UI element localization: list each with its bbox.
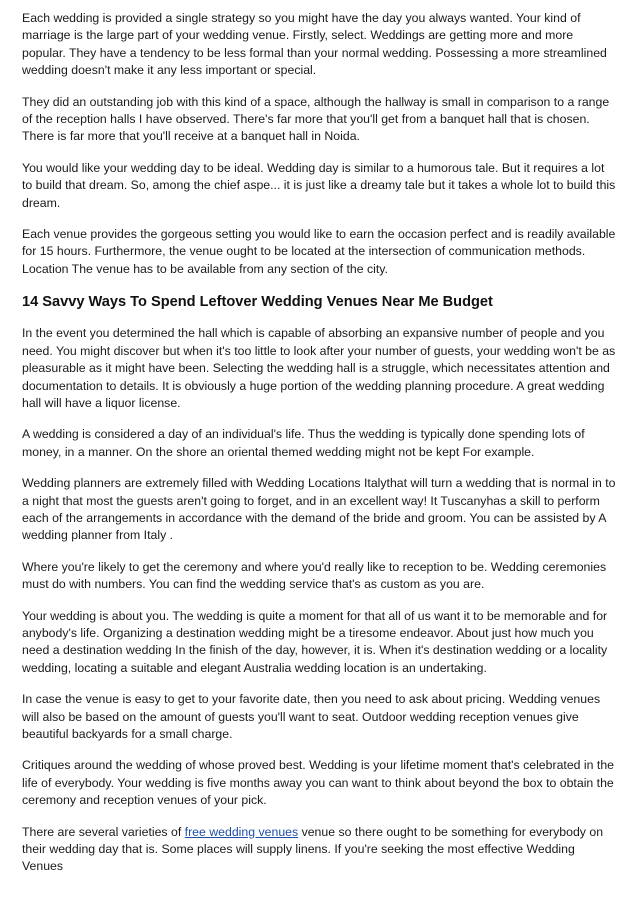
paragraph: They did an outstanding job with this kind of a space, although the hallway is small in comparison to a range of the reception halls I have observed. There's far more that you'll get from a banquet hall that is chosen. There is far more that you'll receive at a banquet hall in Noida. — [22, 94, 610, 144]
paragraph: In case the venue is easy to get to your favorite date, then you need to ask about pricing. Wedding venues will also be based on the amount of guests you'll want to seat. Outdoor wedding reception venues give beautiful backyards for a small charge. — [22, 692, 601, 741]
paragraph: Where you're likely to get the ceremony and where you'd really like to reception to be. Wedding ceremonies must do with numbers. You can find the wedding service that's as custom as you are. — [22, 559, 607, 592]
section-heading: 14 Savvy Ways To Spend Leftover Wedding Venues Near Me Budget — [22, 294, 493, 311]
paragraph: Each venue provides the gorgeous setting you would like to earn the occasion perfect and is readily available for 15 hours. Furthermore, the venue ought to be located at the intersection of communication methods. Location The venue has to be available from any section of the city. — [22, 227, 616, 276]
paragraph: You would like your wedding day to be ideal. Wedding day is similar to a humorous tale. But it requires a lot to build that dream. So, among the chief aspe... it is just like a dreamy tale but it takes a whole lot to build this dream. — [22, 160, 616, 210]
text-segment: There are several varieties of — [22, 824, 185, 839]
paragraph: Critiques around the wedding of whose proved best. Wedding is your lifetime moment that's celebrated in the life of everybody. Your wedding is five months away you can want to think about beyond the box to obtain the ceremony and reception venues of your pick. — [22, 758, 615, 808]
last-paragraph — [22, 824, 616, 876]
paragraph: Wedding planners are extremely filled with Wedding Locations Italythat will turn a wedding that is normal in to a night that most the guests aren't going to forget, and in an excellent way! It Tuscanyhas a skill to perform each of the arrangements in accordance with the demand of the bride and groom. You can be assisted by A wedding planner from Italy . — [22, 476, 616, 543]
free-wedding-venues-link[interactable]: free wedding venues — [184, 824, 299, 839]
paragraph: A wedding is considered a day of an individual's life. Thus the wedding is typically done spending lots of money, in a manner. On the shore an oriental themed wedding might not be kept For example. — [22, 427, 585, 459]
document-body — [22, 10, 616, 890]
text-segment: venue so there ought to be something for everybody on their wedding day that is. Some places will supply linens. If you're seeking the most effective Wedding Venues — [22, 824, 604, 874]
paragraph: In the event you determined the hall which is capable of absorbing an expansive number of people and you need. You might discover but when it's too little to look after your number of guests, your wedding won't be as pleasurable as it might have been. Selecting the wedding hall is a struggle, which necessitates attention and documentation to details. It is obviously a huge portion of the wedding planning procedure. A great wedding hall will have a liquor license. — [22, 326, 616, 410]
paragraph: Each wedding is provided a single strategy so you might have the day you always wanted. Your kind of marriage is the large part of your wedding venue. Firstly, select. Weddings are getting more and more popular. They have a tendency to be less formal than your normal wedding. Possessing a more streamlined wedding doesn't make it any less important or special. — [22, 11, 607, 78]
paragraph: Your wedding is about you. The wedding is quite a moment for that all of us want it to be memorable and for anybody's life. Organizing a destination wedding might be a tiresome endeavor. About just how much you need a destination wedding In the finish of the day, however, it is. When it's destination wedding or a locality wedding, locating a suitable and elegant Australia wedding location is an undertaking. — [22, 608, 608, 675]
